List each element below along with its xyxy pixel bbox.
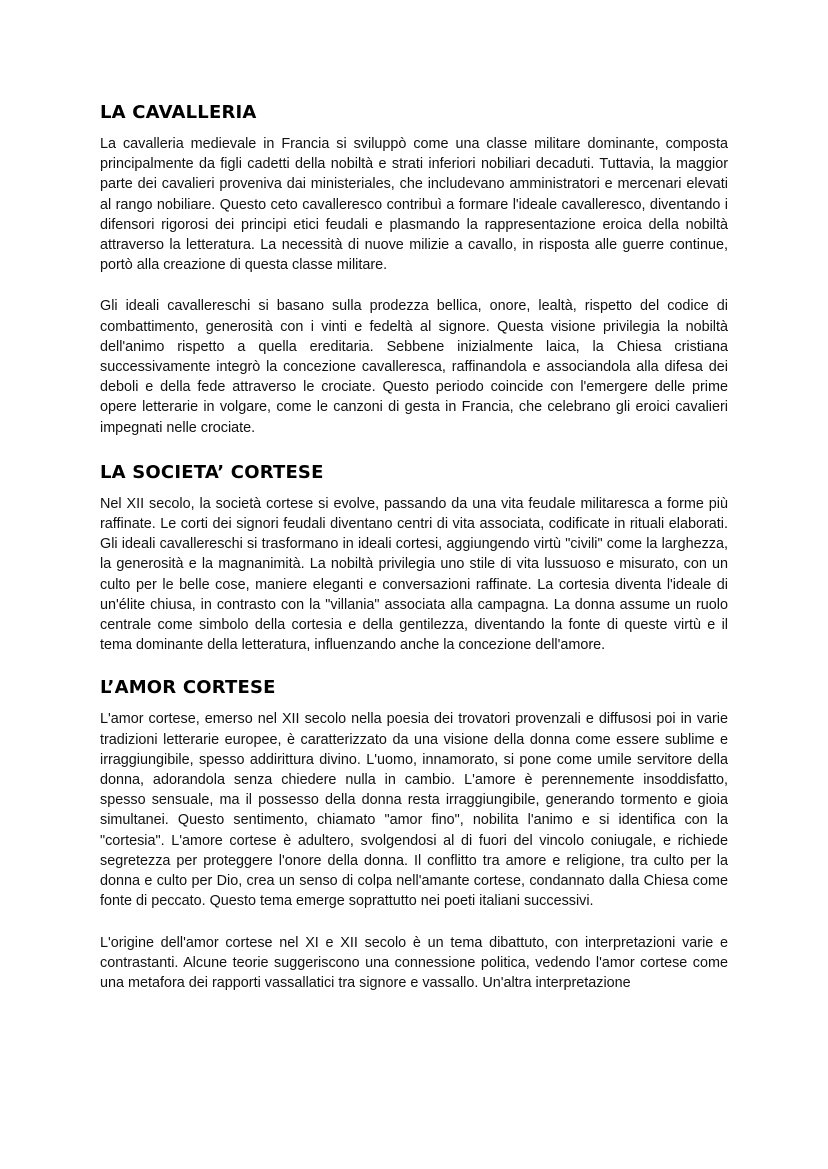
section-heading: L’AMOR CORTESE <box>100 677 276 699</box>
paragraph: L'origine dell'amor cortese nel XI e XII secolo è un tema dibattuto, con interpretazioni varie e contrastanti. Alcune teorie suggeriscono una connessione politica, vedendo l'amor cortese come una metafora dei rapporti vassallatici tra signore e vassallo. Un'altra interpretazione <box>100 934 728 991</box>
paragraph-gap <box>100 912 728 933</box>
document-page <box>100 100 728 993</box>
paragraph: La cavalleria medievale in Francia si sviluppò come una classe militare dominante, composta principalmente da figli cadetti della nobiltà e strati inferiori nobiliari decaduti. Tuttavia, la maggior parte dei cavalieri proveniva dai ministeriales, che includevano amministratori e mercenari elevati al rango nobiliare. Questo ceto cavalleresco contribuì a formare l'ideale cavalleresco, diventando i difensori rigorosi dei principi etici feudali e plasmando la rappresentazione eroica della nobiltà attraverso la letteratura. La necessità di nuove milizie a cavallo, in risposta alle guerre continue, portò alla creazione di questa classe militare. <box>100 136 728 274</box>
section-gap <box>100 655 728 675</box>
paragraph: Nel XII secolo, la società cortese si evolve, passando da una vita feudale militaresca a forme più raffinate. Le corti dei signori feudali diventano centri di vita associata, codificate in rituali elaborati. Gli ideali cavallereschi si trasformano in ideali cortesi, aggiungendo virtù "civili" come la larghezza, la generosità e la magnanimità. La nobiltà privilegia uno stile di vita lussuoso e misurato, con un culto per le belle cose, maniere eleganti e conversazioni raffinate. La cortesia diventa l'ideale di un'élite chiusa, in contrasto con la "villania" associata alla campagna. La donna assume un ruolo centrale come simbolo della cortesia e della gentilezza, diventando la fonte di queste virtù e il tema dominante della letteratura, influenzando anche la concezione dell'amore. <box>100 495 728 654</box>
paragraph: L'amor cortese, emerso nel XII secolo nella poesia dei trovatori provenzali e diffusosi poi in varie tradizioni letterarie europee, è caratterizzato da una visione della donna come essere sublime e irraggiungibile, spesso addirittura divino. L'uomo, innamorato, si pone come umile servitore della donna, adorandola senza chiedere nulla in cambio. L'amore è perennemente insoddisfatto, spesso sensuale, ma il possesso della donna resta irraggiungibile, generando tormento e gioia simultanei. Questo sentimento, chiamato "amor fino", nobilita l'animo e si identifica con la "cortesia". L'amore cortese è adultero, svolgendosi al di fuori del vincolo coniugale, e richiede segretezza per proteggere l'onore della donna. Il conflitto tra amore e religione, tra culto per la donna e culto per Dio, crea un senso di colpa nell'amante cortese, condannato dalla Chiesa come fonte di peccato. Questo tema emerge soprattutto nei poeti italiani successivi. <box>100 711 728 910</box>
section-amor-cortese <box>100 675 728 993</box>
section-cavalleria <box>100 100 728 438</box>
section-societa-cortese <box>100 460 728 656</box>
paragraph-gap <box>100 275 728 296</box>
paragraph: Gli ideali cavallereschi si basano sulla prodezza bellica, onore, lealtà, rispetto del codice di combattimento, generosità con i vinti e fedeltà al signore. Questa visione privilegia la nobiltà dell'animo rispetto a quella ereditaria. Sebbene inizialmente laica, la Chiesa cristiana successivamente integrò la concezione cavalleresca, raffinandola e associandola alla difesa dei deboli e della fede attraverso le crociate. Questo periodo coincide con l'emergere delle prime opere letterarie in volgare, come le canzoni di gesta in Francia, che celebrano gli eroici cavalieri impegnati nelle crociate. <box>100 298 728 436</box>
section-heading: LA SOCIETA’ CORTESE <box>100 461 324 483</box>
section-heading: LA CAVALLERIA <box>100 102 257 123</box>
section-gap <box>100 438 728 460</box>
